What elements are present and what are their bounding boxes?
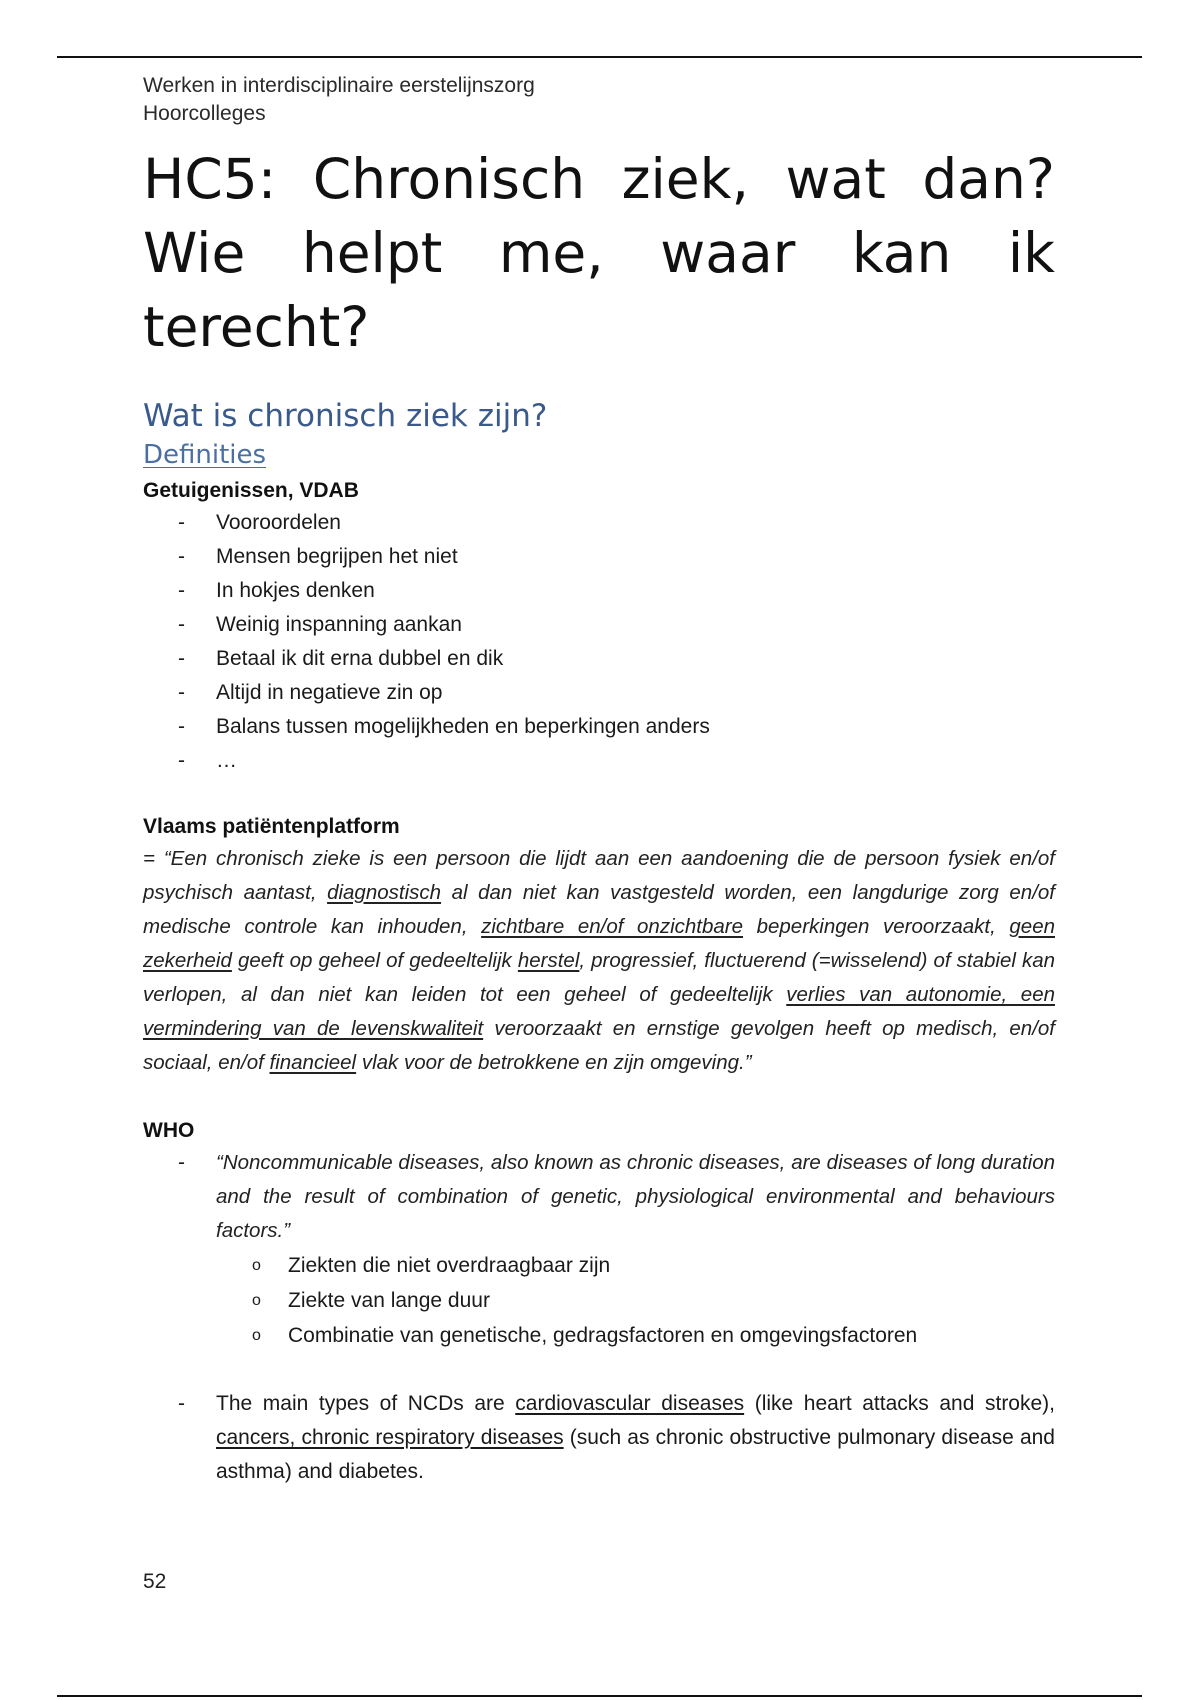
footer-rule	[57, 1695, 1142, 1697]
dash-bullet: -	[178, 545, 185, 568]
list-item: o Combinatie van genetische, gedragsfactoren en omgevingsfactoren	[288, 1318, 1055, 1353]
list-item: - …	[216, 744, 1055, 778]
vpp-heading: Vlaams patiëntenplatform	[143, 815, 400, 838]
dash-bullet: -	[178, 1151, 185, 1174]
list-item: o Ziekten die niet overdraagbaar zijn	[288, 1248, 1055, 1283]
list-item: - Mensen begrijpen het niet	[216, 540, 1055, 574]
header-rule	[57, 56, 1142, 58]
dash-bullet: -	[178, 613, 185, 636]
dash-bullet: -	[178, 715, 185, 738]
list-item: - Vooroordelen	[216, 506, 1055, 540]
circle-bullet: o	[252, 1292, 261, 1309]
dash-bullet: -	[178, 511, 185, 534]
page-title: HC5: Chronisch ziek, wat dan? Wie helpt me, waar kan ik terecht?	[143, 147, 1055, 359]
dash-bullet: -	[178, 647, 185, 670]
course-name: Werken in interdisciplinaire eerstelijnszorg	[143, 74, 535, 97]
who-list	[143, 1146, 1055, 1489]
list-item	[178, 1387, 1055, 1489]
getuigenissen-heading: Getuigenissen, VDAB	[143, 479, 359, 502]
circle-bullet: o	[252, 1257, 261, 1274]
page-number: 52	[143, 1570, 167, 1593]
list-item: - Betaal ik dit erna dubbel en dik	[216, 642, 1055, 676]
list-item	[178, 1146, 1055, 1353]
list-item: - Weinig inspanning aankan	[216, 608, 1055, 642]
course-subtitle: Hoorcolleges	[143, 102, 266, 125]
circle-bullet: o	[252, 1327, 261, 1344]
list-item: - In hokjes denken	[216, 574, 1055, 608]
who-quote: “Noncommunicable diseases, also known as chronic diseases, are diseases of long duration and the result of combination of genetic, physiological environmental and behaviours factors.”	[216, 1151, 1055, 1242]
vpp-definition: = “Een chronisch zieke is een persoon die lijdt aan een aandoening die de persoon fysiek en/of psychisch aantast, diagnostisch al dan niet kan vastgesteld worden, een langdurige zorg en/of medische controle kan inhouden, zichtbare en/of onzichtbare beperkingen veroorzaakt, geen zekerheid geeft op geheel of gedeeltelijk herstel, progressief, fluctuerend (=wisselend) of stabiel kan verlopen, al dan niet kan leiden tot een geheel of gedeeltelijk verlies van autonomie, een vermindering van de levenskwaliteit veroorzaakt en ernstige gevolgen heeft op medisch, en/of sociaal, en/of financieel vlak voor de betrokkene en zijn omgeving.”	[143, 847, 1056, 1074]
getuigenissen-list	[143, 506, 1055, 778]
list-item: o Ziekte van lange duur	[288, 1283, 1055, 1318]
subsection-heading: Definities	[143, 440, 267, 470]
list-item: - Balans tussen mogelijkheden en beperkingen anders	[216, 710, 1055, 744]
section-heading: Wat is chronisch ziek zijn?	[143, 398, 548, 434]
document-page	[143, 72, 1055, 1489]
who-sublist	[216, 1248, 1055, 1353]
dash-bullet: -	[178, 1392, 185, 1415]
dash-bullet: -	[178, 579, 185, 602]
who-heading: WHO	[143, 1119, 195, 1142]
list-item: - Altijd in negatieve zin op	[216, 676, 1055, 710]
dash-bullet: -	[178, 749, 185, 772]
ncd-types-text: The main types of NCDs are cardiovascular diseases (like heart attacks and stroke), cancers, chronic respiratory diseases (such as chronic obstructive pulmonary disease and asthma) and diabetes.	[216, 1392, 1055, 1483]
dash-bullet: -	[178, 681, 185, 704]
